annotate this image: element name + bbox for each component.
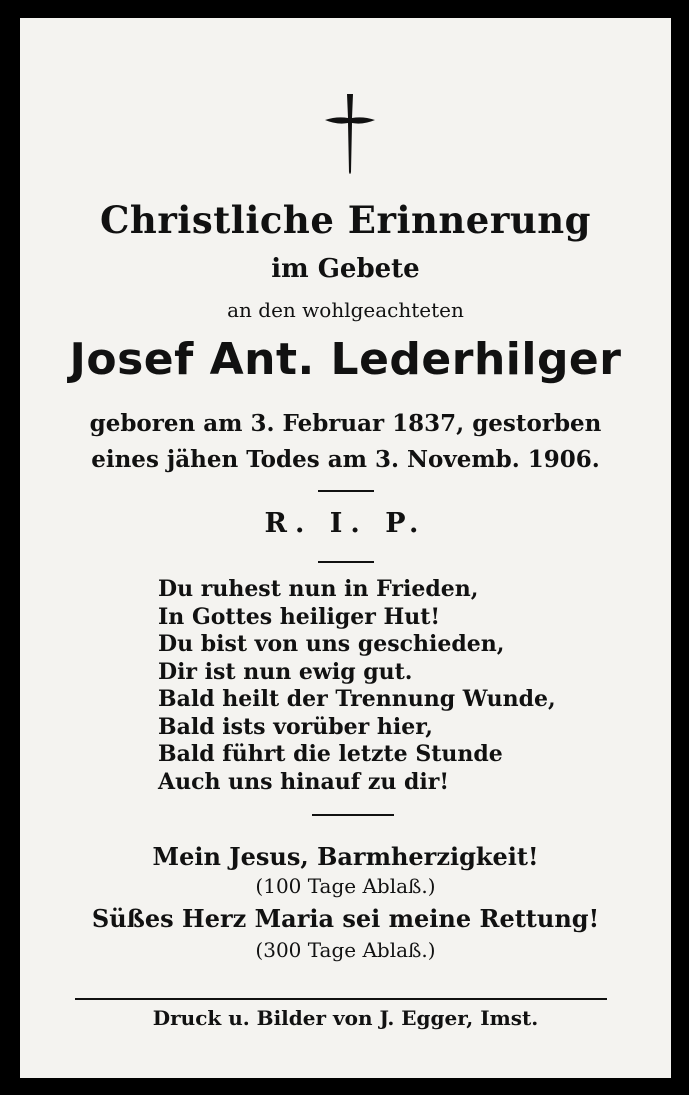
birth-line: geboren am 3. Februar 1837, gestorben	[89, 410, 602, 437]
poem-line: Bald führt die letzte Stunde	[158, 741, 503, 767]
memorial-poem	[158, 576, 556, 796]
deceased-name: Josef Ant. Lederhilger	[69, 334, 622, 385]
rip-text: R. I. P.	[264, 508, 427, 539]
divider-middle	[318, 561, 374, 563]
indulgence-1: (100 Tage Ablaß.)	[255, 874, 436, 898]
poem-line: Du ruhest nun in Frieden,	[158, 576, 479, 602]
divider-top	[318, 490, 374, 492]
poem-line: Auch uns hinauf zu dir!	[158, 768, 450, 795]
card-heading: Christliche Erinnerung	[99, 198, 592, 242]
prayer-1: Mein Jesus, Barmherzigkeit!	[152, 842, 539, 871]
latin-cross-icon	[323, 92, 377, 176]
footer-rule	[75, 998, 607, 1000]
printer-credit: Druck u. Bilder von J. Egger, Imst.	[152, 1006, 539, 1030]
poem-line: In Gottes heiliger Hut!	[158, 603, 441, 630]
death-line: eines jähen Todes am 3. Novemb. 1906.	[91, 446, 600, 473]
divider-bottom	[312, 814, 394, 816]
memorial-card	[20, 18, 671, 1078]
card-subheading: im Gebete	[271, 254, 420, 284]
poem-line: Bald heilt der Trennung Wunde,	[158, 686, 556, 712]
poem-line: Du bist von uns geschieden,	[158, 631, 505, 657]
card-intro: an den wohlgeachteten	[227, 298, 464, 322]
indulgence-2: (300 Tage Ablaß.)	[255, 938, 436, 962]
poem-line: Bald ists vorüber hier,	[158, 713, 433, 740]
poem-line: Dir ist nun ewig gut.	[158, 658, 413, 685]
prayer-2: Süßes Herz Maria sei meine Rettung!	[91, 904, 600, 933]
